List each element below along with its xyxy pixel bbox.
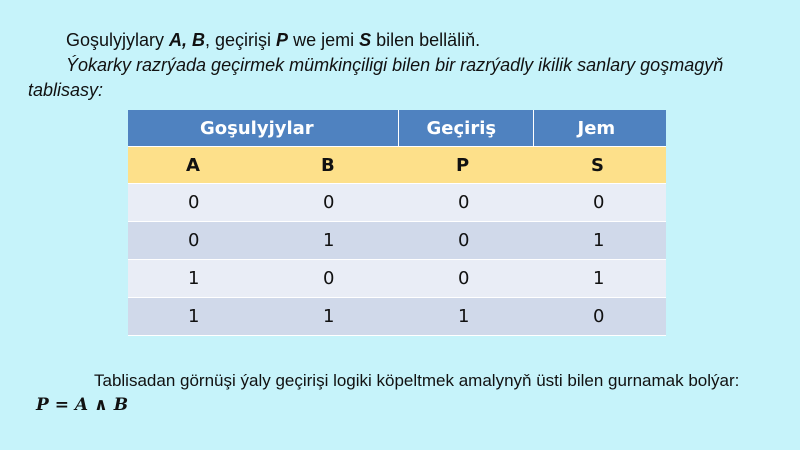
- cell-b: 1: [263, 222, 398, 260]
- cell-s: 1: [533, 260, 666, 298]
- column-header-row: [128, 147, 666, 184]
- intro-text-part: Goşulyjylary: [66, 30, 170, 50]
- cell-a: 1: [128, 298, 263, 336]
- group-header-row: [128, 110, 666, 147]
- outro-sentence: Tablisadan görnüşi ýaly geçirişi logiki köpeltmek amalynyň üsti bilen gurnamak bolýar:: [94, 371, 740, 390]
- cell-p: 1: [398, 298, 533, 336]
- cell-p: 0: [398, 260, 533, 298]
- cell-b: 0: [263, 260, 398, 298]
- column-header-a: A: [128, 147, 263, 184]
- column-header-p: P: [398, 147, 533, 184]
- var-ab: A, B: [169, 30, 206, 50]
- intro-text-part: bilen belläliň.: [371, 30, 481, 50]
- cell-a: 0: [128, 222, 263, 260]
- carry-formula: P = A ∧ B: [36, 395, 129, 415]
- cell-p: 0: [398, 222, 533, 260]
- table-row: [128, 298, 666, 336]
- intro-line-1: [28, 28, 768, 53]
- table-row: [128, 260, 666, 298]
- var-p: P: [276, 30, 289, 50]
- column-header-s: S: [533, 147, 666, 184]
- cell-b: 1: [263, 298, 398, 336]
- cell-s: 1: [533, 222, 666, 260]
- cell-p: 0: [398, 184, 533, 222]
- var-s: S: [359, 30, 372, 50]
- intro-text-part: we jemi: [288, 30, 360, 50]
- cell-a: 0: [128, 184, 263, 222]
- outro-paragraph: [36, 369, 756, 417]
- cell-s: 0: [533, 298, 666, 336]
- intro-line-2: Ýokarky razrýada geçirmek mümkinçiligi bilen bir razrýadly ikilik sanlary goşmagyň tablisasy:: [28, 55, 724, 100]
- cell-b: 0: [263, 184, 398, 222]
- cell-s: 0: [533, 184, 666, 222]
- intro-text-part: , geçirişi: [205, 30, 277, 50]
- table-row: [128, 184, 666, 222]
- intro-text: [28, 28, 768, 103]
- header-sum: Jem: [533, 110, 666, 147]
- truth-table: [128, 110, 666, 336]
- column-header-b: B: [263, 147, 398, 184]
- outro-text: [36, 369, 756, 417]
- header-addends: Goşulyjylar: [128, 110, 398, 147]
- table-row: [128, 222, 666, 260]
- cell-a: 1: [128, 260, 263, 298]
- header-carry: Geçiriş: [398, 110, 533, 147]
